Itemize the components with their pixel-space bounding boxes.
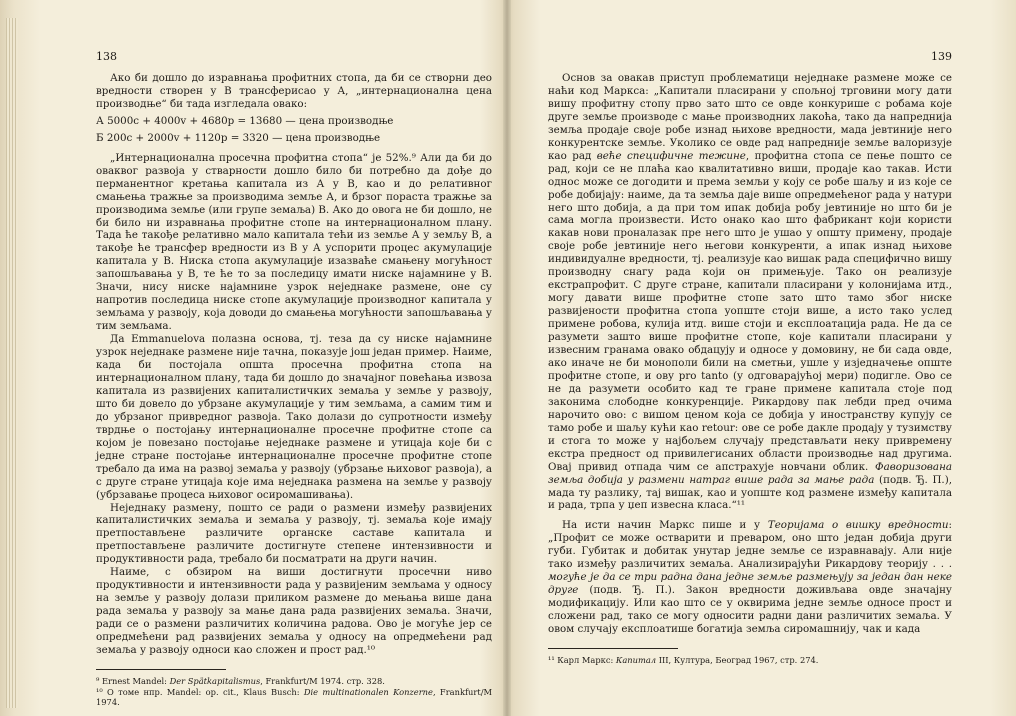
footnote-rule bbox=[96, 669, 226, 670]
page-number-right: 139 bbox=[931, 50, 952, 63]
paragraph: Наиме, с обзиром на виши достигнути просечни ниво продуктивности и интензивности рада у развијеним земљама у односу на земље у развоју долази приликом размене до мењања више дана рада земаља у развоју за мање дана рада развијених земаља. Значи, ради се о размени различитих количина радова. Ово је могуће јер се опредмећени рад развијених земаља у односу на опредмећени рад земаља у развоју односи као сложен и прост рад.¹⁰ bbox=[96, 566, 492, 656]
left-page-body bbox=[96, 72, 492, 708]
book-gutter bbox=[503, 0, 511, 716]
footnote-10: ¹⁰ О томе нпр. Mandel: op. cit., Klaus Busch: Die multinationalen Konzerne, Frankfurt/M 1974. bbox=[96, 686, 492, 708]
footnote-9: ⁹ Ernest Mandel: Der Spätkapitalismus, Frankfurt/M 1974. стр. 328. bbox=[96, 675, 385, 686]
paragraph: Основ за овакав приступ проблематици неједнаке размене може се наћи код Маркса: „Капитали пласирани у спољној трговини могу дати вишу профитну стопу прво зато што се овде конкурише с робама које друге земље производе с мање производних лакоћа, тако да напреднија земља продаје своје робе изнад њихове вредности, мада јевтиније него конкурентске земље. Уколико се овде рад напредније земље валоризује као рад веће специфичне тежине, профитна стопа се пење пошто се рад, који се не плаћа као квалитативно виши, продаје као такав. Исти однос може се догодити и према земљи у коју се робе шаљу и из које се робе добијају: наиме, да та земља даје више опредмећеног рада у натури него што добија, а да при том ипак добија робу јевтиније но што би је сама могла произвести. Исто онако као што фабрикант који користи какав нови проналазак пре него што је ушао у општу примену, продаје своје робе јевтиније него његови конкуренти, а ипак изнад њихове индивидуалне вредности, тј. реализује као вишак рада специфично вишу производну снагу рада који он примењује. Тако он реализује екстрапрофит. С друге стране, капитали пласирани у колонијама итд., могу давати више профитне стопе зато што тамо због ниске развијености профитна стопа уопште стоји више, а исто тако услед примене робова, кулија итд. више стоји и експлоатација рада. Не да се разумети зашто више профитне стопе, које капитали пласирани у извесним гранама овако обдацују и односе у домовину, не би сада овде, ако иначе не би монополи били на сметњи, ушле у изједначење опште профитне стопе, и ову pro tanto (у одговарајућој мери) подигле. Ово се не да разумети особито кад те гране примене капитала стоје под законима слободне конкуренције. Рикардову пак лебди пред очима нарочито ово: с вишом ценом која се добија у иностранству купују се тамо робе и шаљу кући као retour: ове се робе дакле продају у тузимству и стога то може у најбољем случају представљати неку привремену екстра предност од привилегисаних области производње над другима. Овај привид отпада чим се апстрахује новчани облик. Фаворизована земља добија у размени натраг више рада за мање рада (подв. Ђ. П.), мада ту разлику, тај вишак, као и уопште код размене између капитала и рада, трпа у џеп извесна класа.“¹¹ bbox=[548, 72, 952, 512]
right-page-body bbox=[548, 72, 952, 666]
equation-b: Б 200c + 2000v + 1120p = 3320 — цена производње bbox=[96, 131, 381, 144]
paragraph: „Интернационална просечна профитна стопа“ је 52%.⁹ Али да би до оваквог развоја у стварности дошло било би потребно да дође до перманентног кретања капитала из А у В, као и до релативног смањења тражње за производима земље А, и брзог пораста тражње за производима земље (или групе земаља) В. Ако до овога не би дошло, не би било ни изравнања профитне стопе на интернационалном плану. Тада ће такође релативно мало капитала тећи из земље А у земљу В, а такође ће трансфер вредности из В у А успорити процес акумулације капитала у В. Ниска стопа акумулације изазваће смањену могућност запошљавања у В, те ће то за последицу имати ниске најамнине у В. Значи, нису ниске најамнине узрок неједнаке размене, оне су напротив последица ниске стопе акумулације производног капитала у земљама у развоју, која доводи до смањења могућности запошљавања у тим земљама. bbox=[96, 151, 492, 333]
page-edges bbox=[6, 18, 18, 708]
paragraph: Неједнаку размену, пошто се ради о размени између развијених капиталистичких земаља и земаља у развоју, тј. земаља које имају претпостављене различите органске саставе капитала и претпостављене различите достигнуте степене интензивности и продуктивности рада, требало би посматрати на други начин. bbox=[96, 501, 492, 566]
footnote-11: ¹¹ Карл Маркс: Капитал III, Култура, Београд 1967, стр. 274. bbox=[548, 654, 819, 665]
paragraph: Ако би дошло до изравнања профитних стопа, да би се створни део вредности створен у В трансферисао у А, „интернационална цена производње“ би тада изгледала овако: bbox=[96, 72, 492, 110]
footnote-rule bbox=[548, 648, 678, 649]
page-number-left: 138 bbox=[96, 50, 117, 63]
right-page bbox=[548, 0, 952, 716]
equation-a: А 5000c + 4000v + 4680p = 13680 — цена производње bbox=[96, 114, 394, 127]
paragraph: Да Emmanuelova полазна основа, тј. теза да су ниске најамнине узрок неједнаке размене није тачна, показује још један пример. Наиме, када би постојала општа просечна профитна стопа на интернационалном плану, тада би дошло до значајног повећања извоза капитала из развијених капиталистичких земаља у земље у развоју, што би довело до убрзане акумулације у тим земљама, а самим тим и до убрзаног привредног развоја. Тако долази до супротности између тврдње о постојању интернационалне просечне профитне стопе са којом је повезано постојање неједнаке размене и утицаја које би с једне стране постојање интернационалне просечне профитне стопе требало да има на развој земаља у развоју (убрзање њиховог развоја), а с друге стране утицаја које има неједнака размена на земље у развоју (убрзавање процеса њиховог осиромашивања). bbox=[96, 333, 492, 501]
paragraph: На исти начин Маркс пише и у Теоријама о вишку вредности: „Профит се може остварити и преваром, оно што један добија други губи. Губитак и добитак унутар једне земље се изравнавају. Али није тако између различитих земаља. Анализирајући Рикардову теорију . . . могуће је да се три радна дана једне земље размењују за један дан неке друге (подв. Ђ. П.). Закон вредности доживљава овде значајну модификацију. Или као што се у оквирима једне земље односе прост и сложени рад, тако се могу односити радни дани различитих земаља. У овом случају експлоатише богатија земља сиромашнију, чак и када bbox=[548, 519, 952, 636]
left-page bbox=[96, 0, 492, 716]
